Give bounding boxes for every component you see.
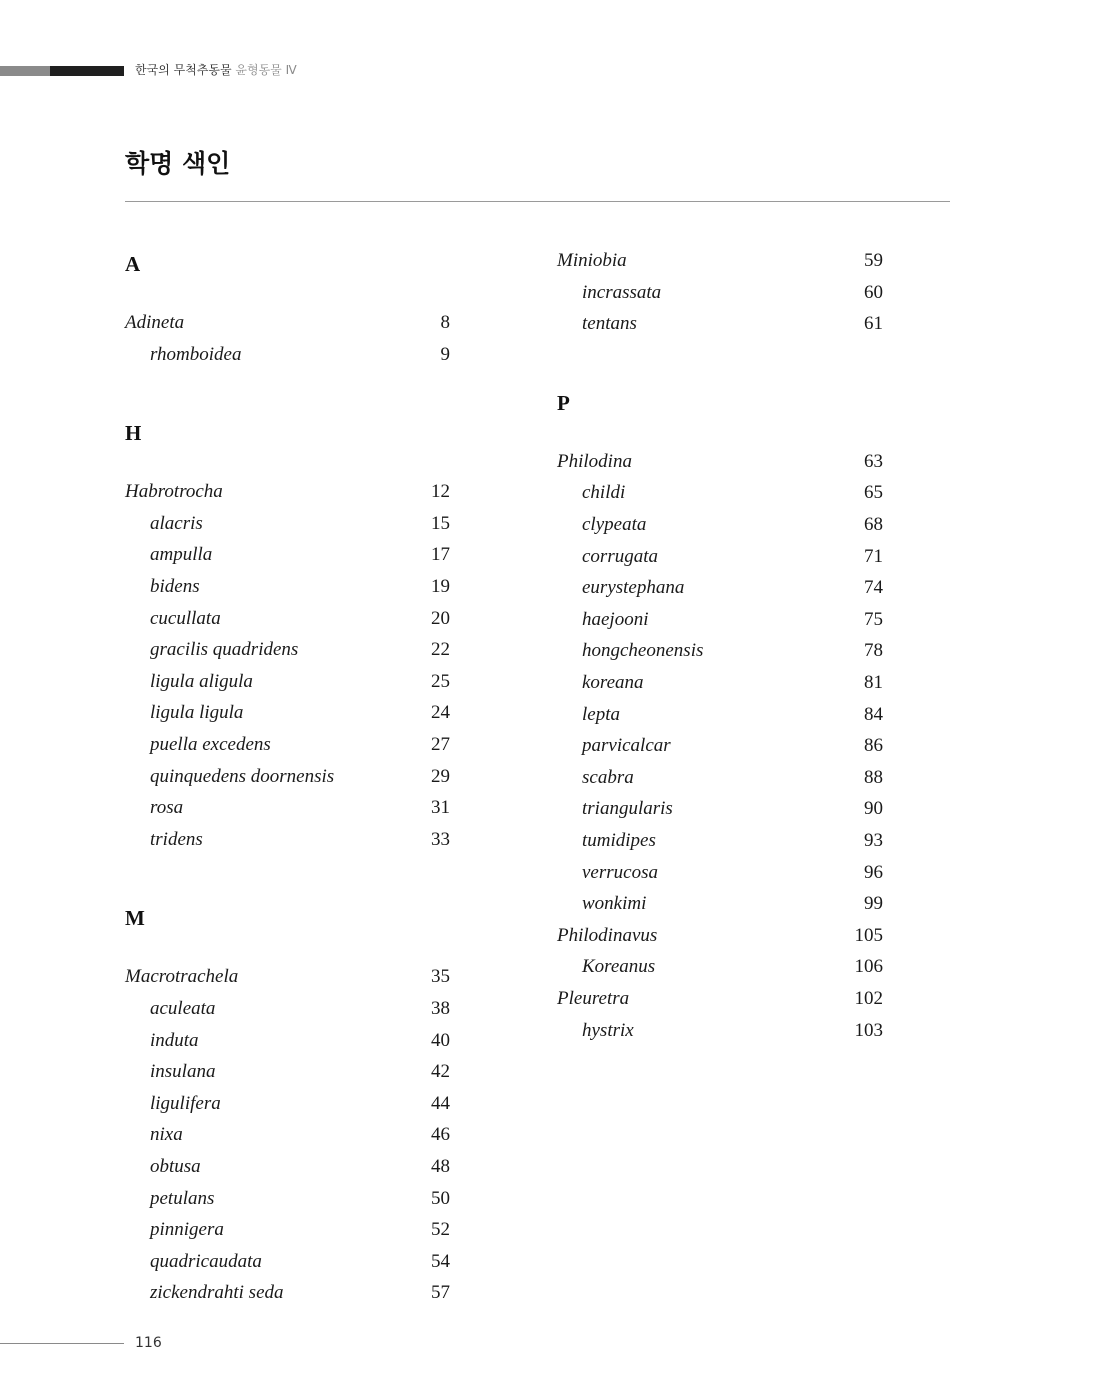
index-entry-genus xyxy=(557,249,883,273)
entry-page-number: 75 xyxy=(864,608,883,630)
index-entry-genus xyxy=(557,924,883,948)
entry-page-number: 84 xyxy=(864,703,883,725)
index-entry-species xyxy=(557,576,883,600)
entry-name: quadricaudata xyxy=(150,1250,262,1272)
index-entry-species xyxy=(125,1029,450,1053)
index-entry-species xyxy=(557,734,883,758)
entry-name: Macrotrachela xyxy=(125,966,239,988)
entry-page-number: 24 xyxy=(431,702,450,724)
index-entry-species xyxy=(557,639,883,663)
entry-name: triangularis xyxy=(582,798,673,820)
entry-name: tridens xyxy=(150,828,203,850)
entry-name: gracilis quadridens xyxy=(150,639,299,661)
entry-page-number: 93 xyxy=(864,830,883,851)
entry-name: Habrotrocha xyxy=(125,481,223,503)
running-header-text xyxy=(135,62,297,78)
index-entry-species xyxy=(125,543,450,567)
entry-page-number: 102 xyxy=(854,988,883,1009)
entry-name: zickendrahti seda xyxy=(150,1282,284,1304)
entry-page-number: 44 xyxy=(431,1092,450,1114)
entry-page-number: 42 xyxy=(431,1061,450,1083)
entry-name: quinquedens doornensis xyxy=(150,765,335,787)
entry-page-number: 106 xyxy=(854,956,883,978)
entry-name: ligula ligula xyxy=(150,702,244,724)
index-entry-species xyxy=(125,1060,450,1084)
entry-page-number: 88 xyxy=(864,766,883,788)
entry-page-number: 48 xyxy=(431,1156,450,1177)
index-entry-species xyxy=(125,733,450,757)
index-entry-species xyxy=(557,797,883,821)
entry-page-number: 52 xyxy=(431,1219,450,1241)
header-bar-dark xyxy=(50,66,124,76)
entry-page-number: 50 xyxy=(431,1187,450,1209)
entry-page-number: 17 xyxy=(431,544,450,566)
entry-name: lepta xyxy=(582,703,620,725)
entry-page-number: 8 xyxy=(440,312,450,333)
index-entry-genus xyxy=(557,987,883,1011)
entry-name: ligulifera xyxy=(150,1092,221,1114)
index-entry-species xyxy=(125,1218,450,1242)
book-title: 한국의 무척추동물 xyxy=(135,63,232,77)
entry-name: clypeata xyxy=(582,514,647,535)
entry-name: tentans xyxy=(582,313,637,335)
entry-page-number: 86 xyxy=(864,735,883,757)
entry-page-number: 9 xyxy=(440,343,450,365)
index-entry-species xyxy=(125,765,450,789)
entry-name: parvicalcar xyxy=(582,735,671,757)
entry-page-number: 105 xyxy=(854,924,883,946)
entry-page-number: 60 xyxy=(864,281,883,303)
section-letter: M xyxy=(125,906,145,931)
entry-name: rosa xyxy=(150,797,184,819)
entry-name: insulana xyxy=(150,1061,216,1083)
entry-page-number: 22 xyxy=(431,639,450,661)
index-entry-species xyxy=(125,828,450,852)
entry-page-number: 68 xyxy=(864,514,883,535)
entry-name: rhomboidea xyxy=(150,343,242,365)
entry-name: hystrix xyxy=(582,1019,634,1041)
entry-page-number: 31 xyxy=(431,797,450,819)
index-entry-species xyxy=(557,545,883,569)
index-entry-species xyxy=(125,1281,450,1305)
index-entry-species xyxy=(557,955,883,979)
entry-name: hongcheonensis xyxy=(582,640,704,662)
index-entry-species xyxy=(557,312,883,336)
index-entry-species xyxy=(557,608,883,632)
index-entry-genus xyxy=(125,965,450,989)
entry-name: Philodinavus xyxy=(557,924,658,946)
entry-name: pinnigera xyxy=(150,1219,224,1241)
entry-page-number: 15 xyxy=(431,512,450,534)
entry-page-number: 33 xyxy=(431,828,450,850)
entry-name: petulans xyxy=(150,1187,215,1209)
entry-name: nixa xyxy=(150,1124,183,1146)
entry-name: bidens xyxy=(150,576,200,597)
index-entry-species xyxy=(557,829,883,853)
entry-page-number: 61 xyxy=(864,313,883,335)
page-title: 학명 색인 xyxy=(125,149,231,178)
entry-name: alacris xyxy=(150,512,203,534)
entry-name: haejooni xyxy=(582,608,649,630)
entry-page-number: 19 xyxy=(431,576,450,597)
entry-name: cucullata xyxy=(150,607,221,629)
entry-name: incrassata xyxy=(582,281,662,303)
index-entry-genus xyxy=(557,450,883,474)
entry-page-number: 78 xyxy=(864,640,883,662)
entry-name: wonkimi xyxy=(582,893,647,915)
index-entry-species xyxy=(125,796,450,820)
entry-page-number: 57 xyxy=(431,1282,450,1304)
entry-page-number: 59 xyxy=(864,250,883,271)
footer-rule xyxy=(0,1343,124,1344)
index-entry-genus xyxy=(125,311,450,335)
entry-name: eurystephana xyxy=(582,577,685,599)
index-entry-species xyxy=(557,481,883,505)
index-entry-species xyxy=(125,343,450,367)
entry-name: Pleuretra xyxy=(557,988,630,1009)
section-letter: A xyxy=(125,252,141,276)
entry-name: corrugata xyxy=(582,545,658,567)
index-entry-species xyxy=(125,1155,450,1179)
index-entry-species xyxy=(125,1250,450,1274)
index-entry-species xyxy=(125,1092,450,1116)
entry-page-number: 46 xyxy=(431,1124,450,1146)
entry-name: puella excedens xyxy=(150,734,271,755)
entry-page-number: 20 xyxy=(431,607,450,629)
entry-page-number: 25 xyxy=(431,670,450,692)
entry-page-number: 71 xyxy=(864,545,883,567)
index-entry-species xyxy=(125,575,450,599)
entry-page-number: 103 xyxy=(854,1019,883,1041)
entry-name: Miniobia xyxy=(557,250,627,271)
entry-page-number: 74 xyxy=(864,577,883,599)
index-entry-species xyxy=(557,892,883,916)
entry-name: ligula aligula xyxy=(150,670,253,692)
title-divider xyxy=(125,201,950,202)
index-entry-species xyxy=(125,670,450,694)
index-entry-species xyxy=(125,1123,450,1147)
entry-name: induta xyxy=(150,1029,199,1051)
index-entry-species xyxy=(557,766,883,790)
index-entry-genus xyxy=(125,480,450,504)
index-entry-species xyxy=(557,671,883,695)
entry-page-number: 99 xyxy=(864,893,883,915)
index-entry-species xyxy=(557,703,883,727)
index-entry-species xyxy=(125,1187,450,1211)
index-entry-species xyxy=(125,607,450,631)
entry-page-number: 81 xyxy=(864,672,883,693)
index-entry-species xyxy=(125,997,450,1021)
entry-page-number: 35 xyxy=(431,966,450,988)
index-entry-species xyxy=(557,513,883,537)
header-bar-light xyxy=(0,66,50,76)
index-entry-species xyxy=(125,638,450,662)
index-entry-species xyxy=(557,281,883,305)
entry-name: aculeata xyxy=(150,998,216,1019)
entry-page-number: 96 xyxy=(864,861,883,883)
entry-name: verrucosa xyxy=(582,861,658,883)
entry-page-number: 63 xyxy=(864,450,883,472)
entry-page-number: 65 xyxy=(864,482,883,504)
entry-name: koreana xyxy=(582,672,644,693)
index-entry-species xyxy=(557,1019,883,1043)
entry-name: Philodina xyxy=(557,450,632,472)
volume-label: 윤형동물 Ⅳ xyxy=(235,63,297,77)
entry-name: tumidipes xyxy=(582,830,656,851)
entry-name: obtusa xyxy=(150,1156,201,1177)
entry-name: scabra xyxy=(582,766,634,788)
index-entry-species xyxy=(557,861,883,885)
entry-name: Adineta xyxy=(125,312,185,333)
entry-page-number: 54 xyxy=(431,1250,450,1272)
entry-page-number: 90 xyxy=(864,798,883,820)
entry-name: Koreanus xyxy=(582,956,656,978)
entry-name: ampulla xyxy=(150,544,213,566)
entry-page-number: 40 xyxy=(431,1029,450,1051)
entry-page-number: 12 xyxy=(431,481,450,503)
entry-page-number: 29 xyxy=(431,765,450,787)
entry-page-number: 38 xyxy=(431,998,450,1019)
index-entry-species xyxy=(125,512,450,536)
entry-page-number: 27 xyxy=(431,734,450,755)
section-letter: H xyxy=(125,421,142,446)
section-letter: P xyxy=(557,390,570,415)
entry-name: childi xyxy=(582,482,626,504)
index-entry-species xyxy=(125,701,450,725)
page-number: 116 xyxy=(135,1335,162,1351)
